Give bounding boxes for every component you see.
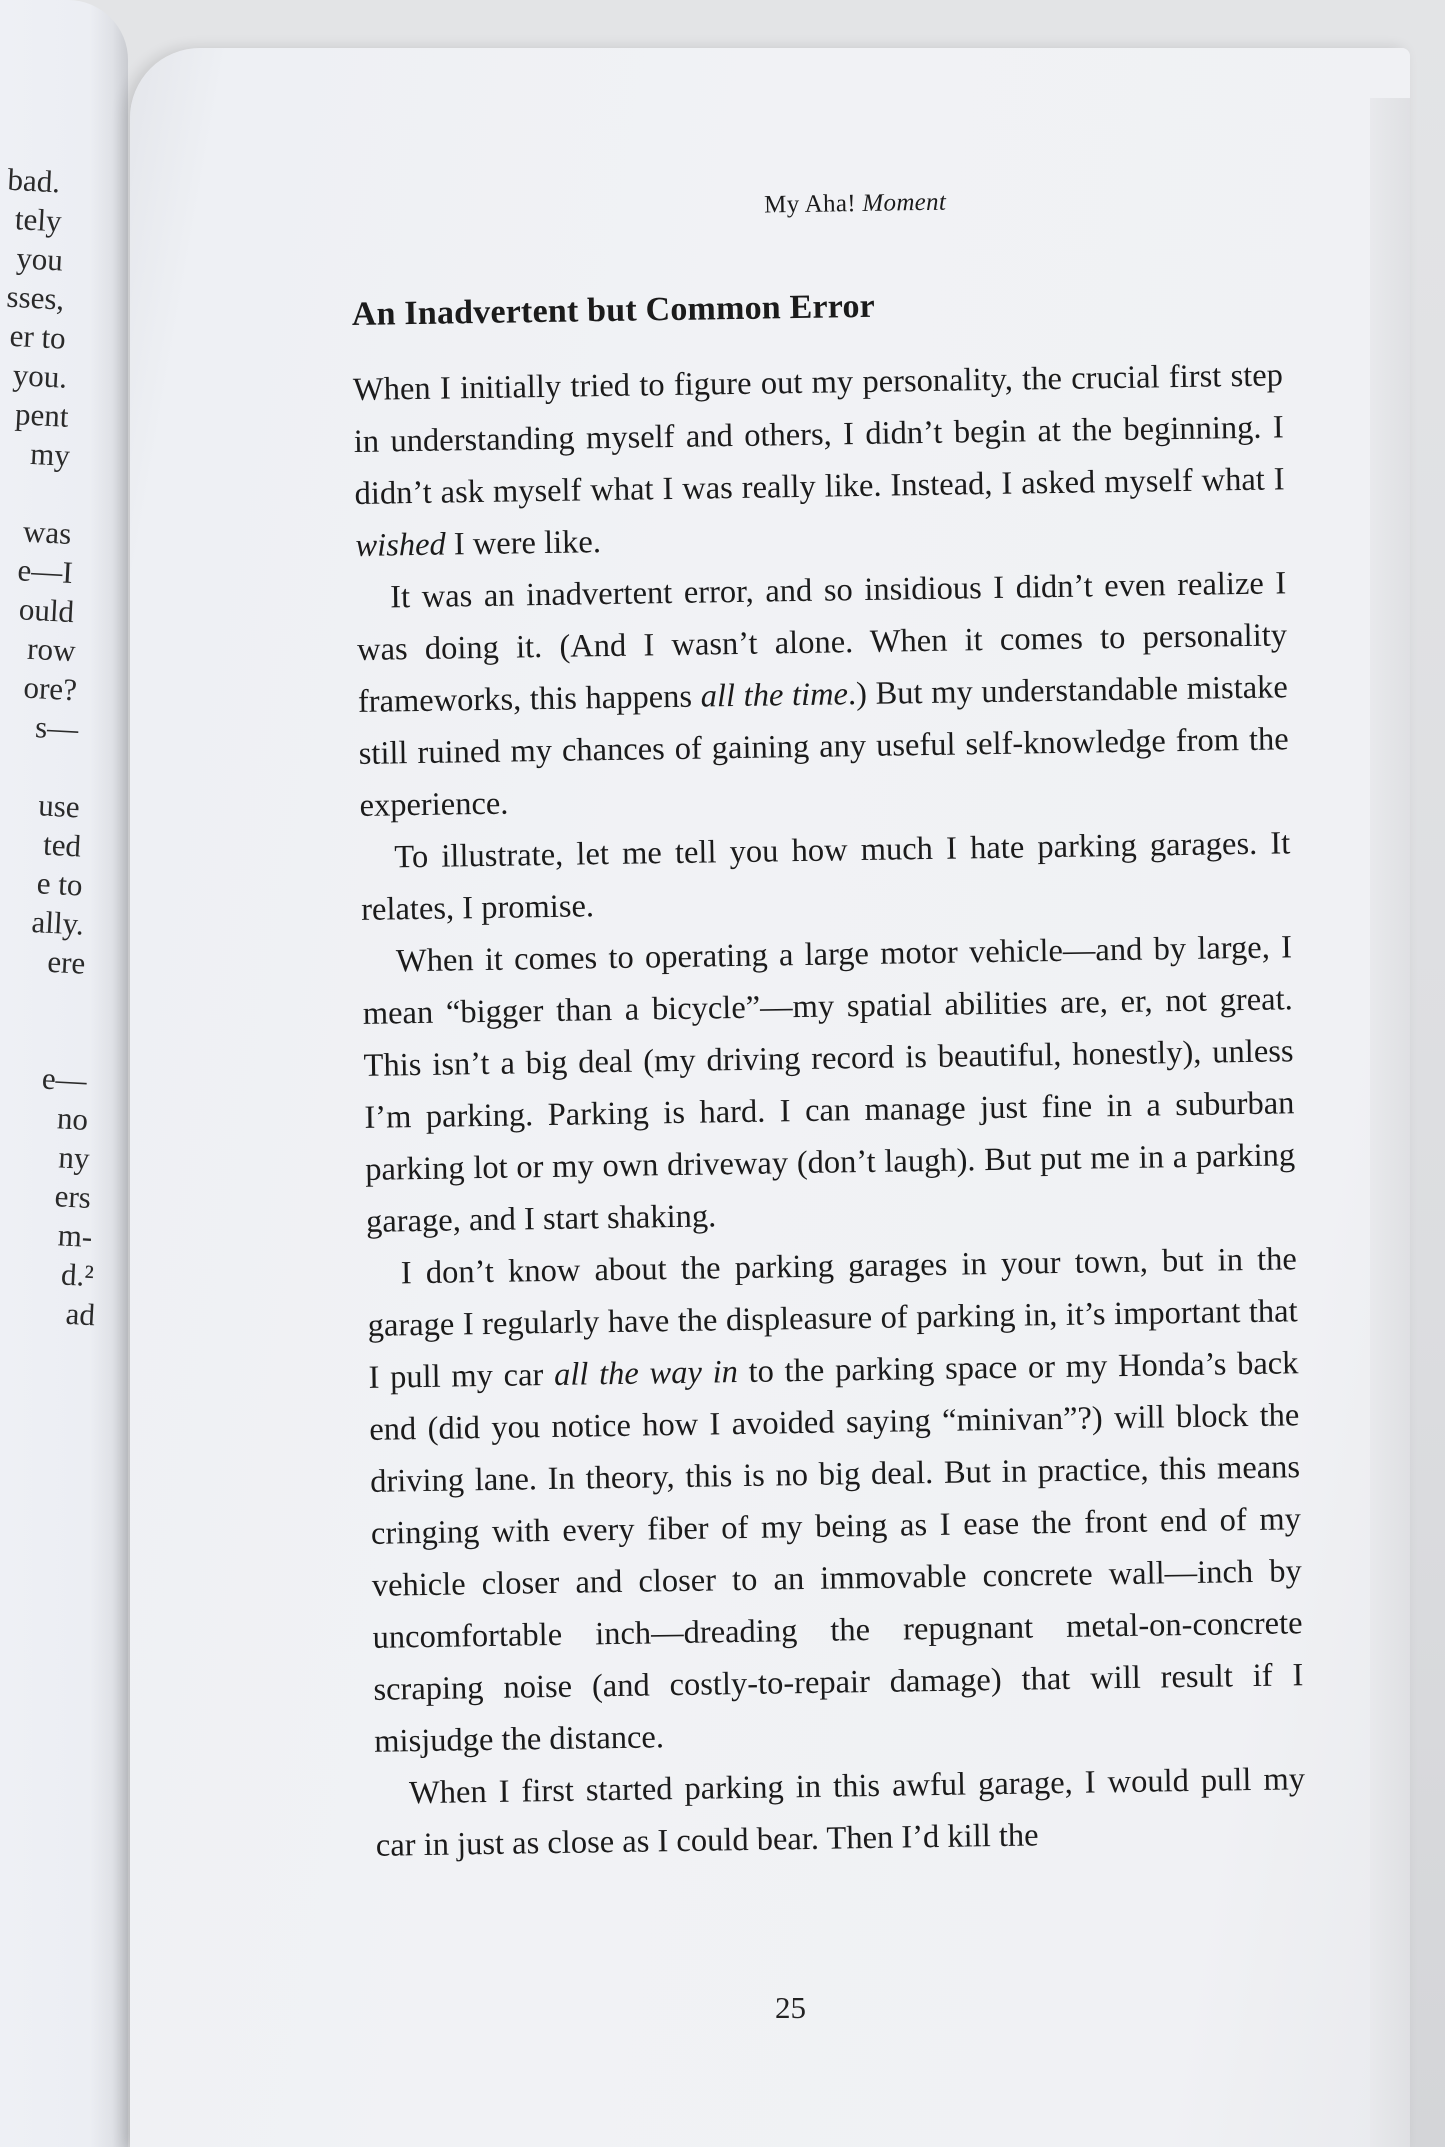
- running-head-italic: Moment: [862, 188, 947, 217]
- paragraph: [353, 349, 1286, 572]
- right-page: [130, 48, 1410, 2147]
- left-page-fragment: ere: [46, 943, 87, 981]
- page-edge: [1370, 98, 1410, 2147]
- paragraph: [366, 1233, 1304, 1768]
- left-page-fragment: s—: [34, 709, 80, 747]
- left-page-fragment: ers: [53, 1178, 92, 1216]
- left-page-fragment: ad: [64, 1295, 96, 1333]
- running-head: [390, 183, 1320, 226]
- text-run: To illustrate, let me tell you how much I hate parking garages. It relates, I promise.: [360, 825, 1291, 928]
- left-page-fragment: my: [29, 435, 71, 473]
- left-page-fragment: ould: [18, 591, 76, 630]
- left-page-fragment: ore?: [22, 669, 78, 708]
- left-page-fragment: you: [15, 240, 64, 278]
- left-page-fragment: pent: [14, 396, 70, 434]
- left-page-fragment: tely: [14, 201, 63, 239]
- text-run: When I first started parking in this awful garage, I would pull my car in just as close as I could bear. Then I’d kill the: [375, 1761, 1306, 1864]
- left-page-fragment: e—I: [16, 552, 74, 591]
- text-run: It was an inadvertent error, and so insidious I didn’t even realize I was doing it. (And I wasn’t alone. When it comes to personality frameworks, this happens: [356, 565, 1288, 720]
- left-page-fragment: ted: [42, 826, 83, 864]
- left-page-fragment: e—: [41, 1060, 88, 1098]
- italic-run: all the time: [700, 676, 849, 715]
- text-run: .) But my understandable mistake still ruined my chances of gaining any useful self-knowledge from the experience.: [358, 669, 1289, 824]
- paragraph: [356, 557, 1290, 832]
- left-page-fragment: er to: [8, 317, 67, 356]
- left-page-fragment: sses,: [5, 278, 66, 317]
- running-head-plain: My Aha!: [763, 189, 863, 219]
- text-run: to the parking space or my Honda’s back end (did you notice how I avoided saying “minivan”?) will block the driving lane. In theory, this is no big deal. But in practice, this means cringing with every fiber of my being as I ease the front end of my vehicle closer and closer to an immovable concrete wall—inch by uncomfortable inch—dreading the repugnant metal-on-concrete scraping noise (and costly-to-repair damage) that will result if I misjudge the distance.: [369, 1345, 1304, 1760]
- left-page-fragment: bad.: [6, 161, 62, 200]
- text-run: I don’t know about the parking garages in your town, but in the garage I regularly have the displeasure of parking in, it’s important that I pull my car: [367, 1241, 1298, 1396]
- text-run: When I initially tried to figure out my personality, the crucial first step in understanding myself and others, I didn’t begin at the beginning. I didn’t ask myself what I was really like. Instead, I asked myself what I: [352, 357, 1285, 512]
- left-page-fragment: no: [56, 1100, 89, 1137]
- left-page-fragment: m-: [56, 1217, 94, 1255]
- text-run: I were like.: [445, 524, 602, 563]
- left-page: [0, 0, 128, 2147]
- text-run: When it comes to operating a large motor vehicle—and by large, I mean “bigger than a bicycle”—my spatial abilities are, er, not great. This isn’t a big deal (my driving record is beautiful, honestly), unless I’m parking. Parking is hard. I can manage just fine in a suburban parking lot or my own driveway (don’t laugh). But put me in a parking garage, and I start shaking.: [362, 929, 1296, 1240]
- left-page-fragment: ally.: [30, 903, 85, 942]
- paragraph: [360, 817, 1292, 936]
- section-heading: An Inadvertent but Common Error: [351, 287, 876, 333]
- left-page-fragment: you.: [12, 356, 69, 395]
- left-page-fragment: ny: [57, 1139, 91, 1176]
- italic-run: wished: [355, 526, 447, 564]
- left-page-fragment: use: [37, 787, 81, 825]
- left-page-fragment: was: [22, 513, 73, 552]
- paragraph: [362, 921, 1297, 1248]
- paragraph: [375, 1753, 1307, 1872]
- italic-run: all the way in: [553, 1354, 739, 1393]
- page-number: 25: [775, 1990, 806, 2025]
- left-page-fragment: d.²: [60, 1256, 95, 1294]
- body-text: [353, 349, 1307, 1871]
- left-page-fragment: row: [26, 630, 77, 669]
- left-page-fragment: e to: [36, 865, 84, 903]
- page-text: [350, 183, 1306, 1871]
